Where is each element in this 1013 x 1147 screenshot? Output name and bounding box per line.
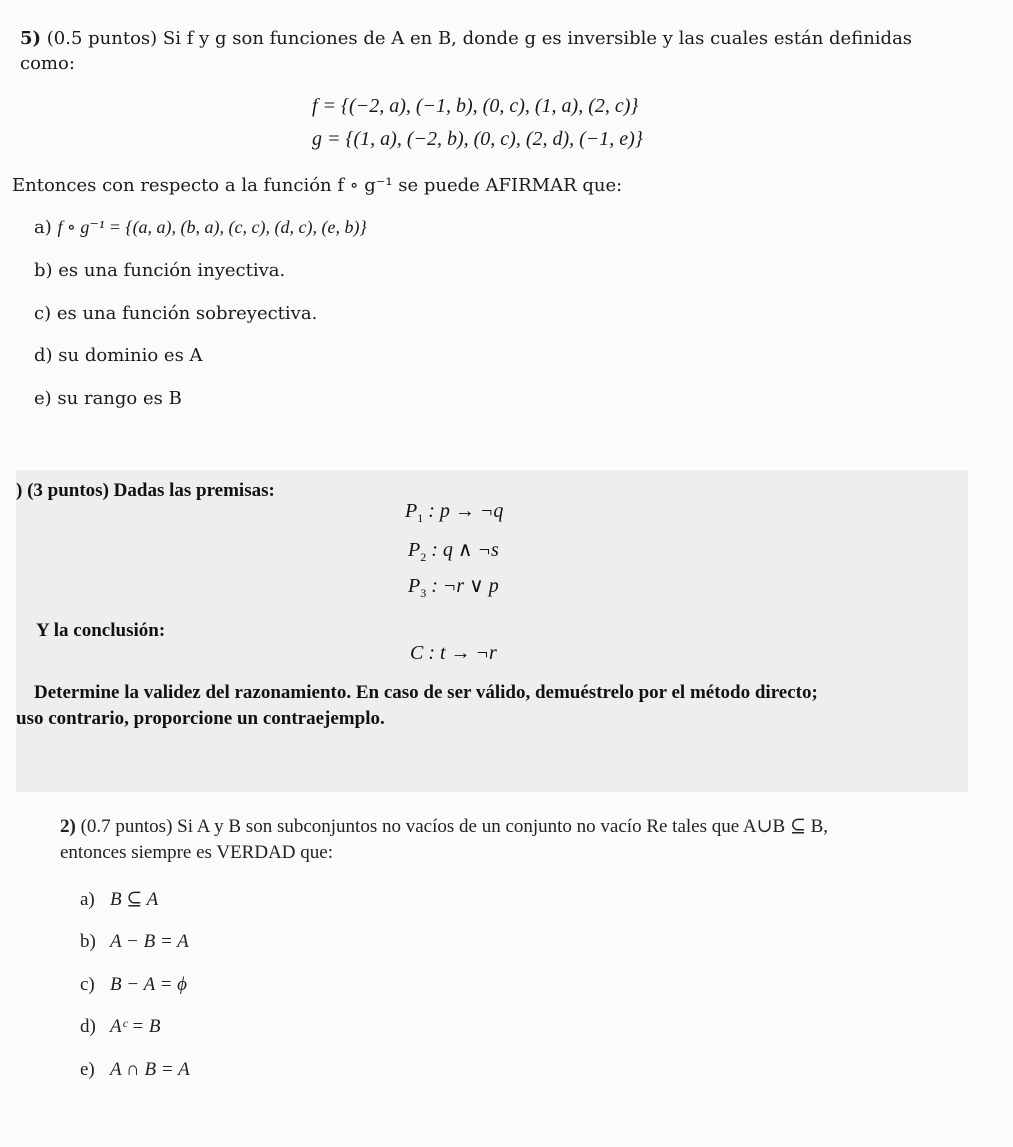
q5-intro-line <box>20 28 912 49</box>
q2-intro-continued: entonces siempre es VERDAD que: <box>60 842 333 863</box>
option-text: Aᶜ = B <box>110 1016 161 1037</box>
option-text: B − A = ϕ <box>110 974 188 995</box>
q2-option-b <box>80 931 189 953</box>
premise-expression: : p → ¬q <box>428 500 504 522</box>
q5-option-e <box>34 388 182 409</box>
premise-subscript: 3 <box>420 586 427 600</box>
option-label: a) <box>34 217 52 238</box>
q5-stem: Entonces con respecto a la función f ∘ g⁻¹ se puede AFIRMAR que: <box>12 175 623 196</box>
premise-subscript: 1 <box>417 511 424 525</box>
g-definition: g = {(1, a), (−2, b), (0, c), (2, d), (−1, e)} <box>312 128 643 150</box>
premise-2 <box>408 537 499 565</box>
q5-option-d <box>34 345 203 366</box>
option-label: d) <box>34 345 53 366</box>
q3-number: ) <box>16 480 23 501</box>
option-text: su dominio es A <box>58 345 203 366</box>
q2-option-e <box>80 1059 190 1081</box>
q3-instruction <box>34 682 818 704</box>
q5-option-c <box>34 303 317 324</box>
conclusion: C : t → ¬r <box>410 642 497 664</box>
q5-option-a <box>34 217 367 238</box>
option-text: su rango es B <box>57 388 182 409</box>
q2-intro: (0.7 puntos) Si A y B son subconjuntos no vacíos de un conjunto no vacío Re tales que A∪B ⊆ B, <box>80 816 829 837</box>
premise-3 <box>408 573 499 601</box>
option-label: c) <box>80 974 95 995</box>
q3-instruction-text: Determine la validez del razonamiento. En caso de ser válido, demuéstrelo por el método directo; <box>34 682 818 703</box>
option-text: f ∘ g⁻¹ = {(a, a), (b, a), (c, c), (d, c), (e, b)} <box>57 217 367 237</box>
q2-option-a <box>80 888 158 911</box>
q3-header <box>16 480 275 502</box>
option-label: e) <box>80 1059 95 1080</box>
premise-name: P <box>405 500 418 522</box>
q2-option-d <box>80 1016 161 1038</box>
q3-header-text: (3 puntos) Dadas las premisas: <box>27 480 275 501</box>
conclusion-label-text: Y la conclusión: <box>36 620 166 641</box>
q3-instruction-text-2: uso contrario, proporcione un contraejemplo. <box>16 708 385 729</box>
option-label: c) <box>34 303 52 324</box>
q2-number: 2) <box>60 816 76 837</box>
premise-name: P <box>408 575 421 597</box>
premise-expression: : q ∧ ¬s <box>431 539 499 561</box>
option-text: es una función inyectiva. <box>58 260 286 281</box>
conclusion-label <box>36 620 165 642</box>
premise-name: P <box>408 539 421 561</box>
option-label: d) <box>80 1016 96 1037</box>
option-text: A ∩ B = A <box>110 1059 190 1080</box>
option-label: e) <box>34 388 52 409</box>
option-text: B ⊆ A <box>110 889 159 910</box>
option-label: b) <box>34 260 53 281</box>
premise-expression: : ¬r ∨ p <box>431 575 499 597</box>
q3-instruction-continued <box>16 708 385 730</box>
q5-number: 5) <box>20 28 42 49</box>
q5-intro: (0.5 puntos) Si f y g son funciones de A en B, donde g es inversible y las cuales están definidas <box>46 28 913 49</box>
premise-subscript: 2 <box>420 550 427 564</box>
q2-intro-line <box>60 815 828 838</box>
option-label: a) <box>80 889 95 910</box>
premise-1 <box>405 500 503 526</box>
option-label: b) <box>80 931 96 952</box>
q5-option-b <box>34 260 285 281</box>
option-text: A − B = A <box>110 931 189 952</box>
q5-intro-continued: como: <box>20 53 75 74</box>
option-text: es una función sobreyectiva. <box>56 303 318 324</box>
f-definition: f = {(−2, a), (−1, b), (0, c), (1, a), (2, c)} <box>312 95 639 117</box>
q2-option-c <box>80 974 187 996</box>
